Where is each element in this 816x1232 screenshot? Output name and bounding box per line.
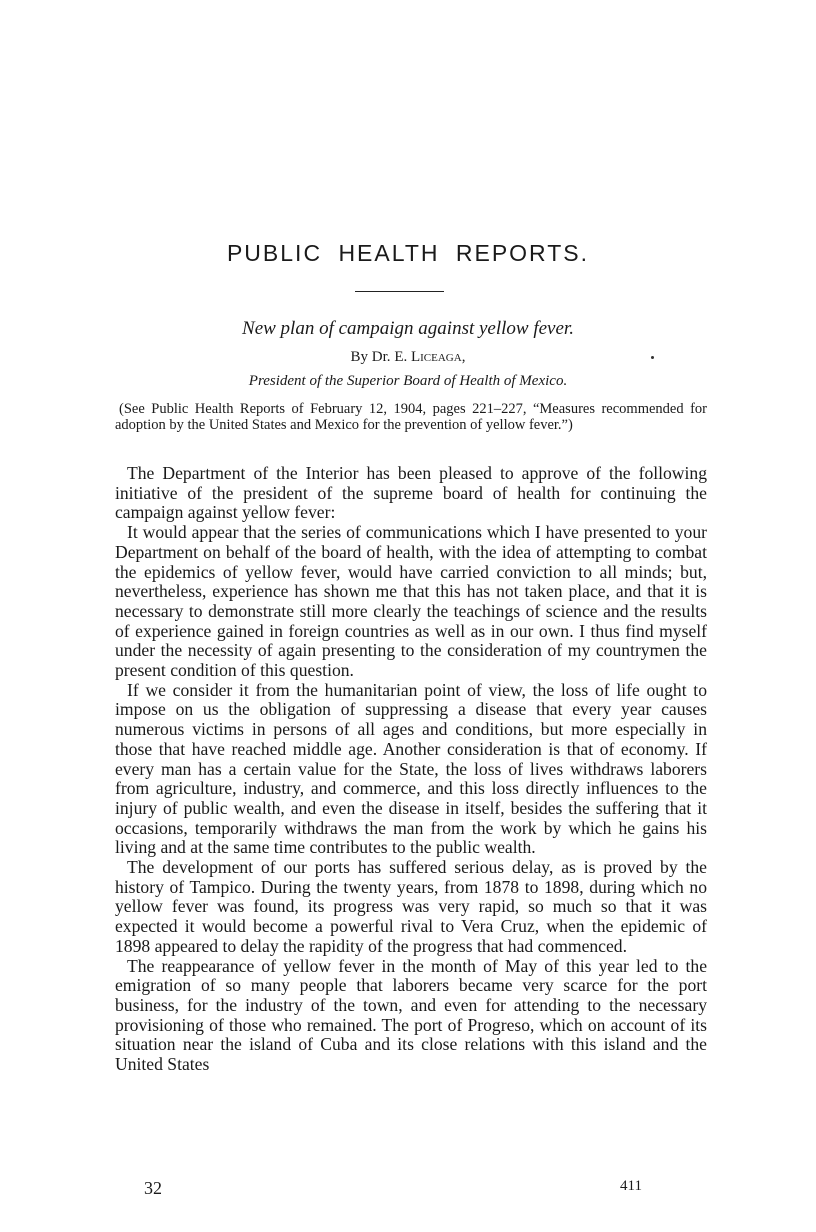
print-speck — [651, 356, 654, 359]
page-header-title: PUBLIC HEALTH REPORTS. — [226, 240, 590, 266]
body-paragraph: It would appear that the series of communications which I have presented to your Department on behalf of the board of health, with the idea of attempting to combat the epidemics of yellow fever, would have carried conviction to all minds; but, nevertheless, experience has shown me that this has not taken place, and that it is necessary to demonstrate still more clearly the teachings of science and the results of experience gained in foreign countries as well as in our own. I thus find myself under the necessity of again presenting to the consideration of my countrymen the present condition of this question. — [115, 522, 707, 681]
article-title: New plan of campaign against yellow fever. — [242, 318, 574, 339]
author-byline — [0, 349, 816, 366]
page-number: 411 — [620, 1178, 642, 1194]
author-name: E. Liceaga, — [394, 349, 466, 365]
title-divider-rule — [355, 291, 444, 292]
reference-note: (See Public Health Reports of February 12, 1904, pages 221–227, “Measures recommended for adoption by the United States and Mexico for the prevention of yellow fever.”) — [115, 401, 707, 433]
body-paragraph: The development of our ports has suffered serious delay, as is proved by the history of Tampico. During the twenty years, from 1878 to 1898, during which no yellow fever was found, its progress was very rapid, so much so that it was expected it would become a powerful rival to Vera Cruz, when the epidemic of 1898 appeared to delay the rapidity of the progress that had commenced. — [115, 857, 707, 956]
article-body — [115, 464, 707, 1075]
body-paragraph: The reappearance of yellow fever in the month of May of this year led to the emigration of so many people that laborers became very scarce for the port business, for the industry of the town, and even for attending to the necessary provisioning of those who remained. The port of Progreso, which on account of its situation near the island of Cuba and its close relations with this island and the United States — [115, 955, 707, 1075]
author-affiliation: President of the Superior Board of Health of Mexico. — [248, 373, 568, 389]
body-paragraph: If we consider it from the humanitarian point of view, the loss of life ought to impose on us the obligation of suppressing a disease that every year causes numerous victims in persons of all ages and conditions, but more especially in those that have reached middle age. Another consideration is that of economy. If every man has a certain value for the State, the loss of lives withdraws laborers from agriculture, industry, and commerce, and this loss directly influences to the injury of public wealth, and even the disease in itself, besides the suffering that it occasions, temporarily withdraws the man from the work by which he gains his living and at the same time contributes to the public wealth. — [115, 679, 707, 858]
body-paragraph: The Department of the Interior has been pleased to approve of the following initiative of the president of the supreme board of health for continuing the campaign against yellow fever: — [115, 463, 707, 523]
signature-mark: 32 — [144, 1178, 162, 1198]
byline-prefix: By Dr. — [350, 349, 395, 365]
